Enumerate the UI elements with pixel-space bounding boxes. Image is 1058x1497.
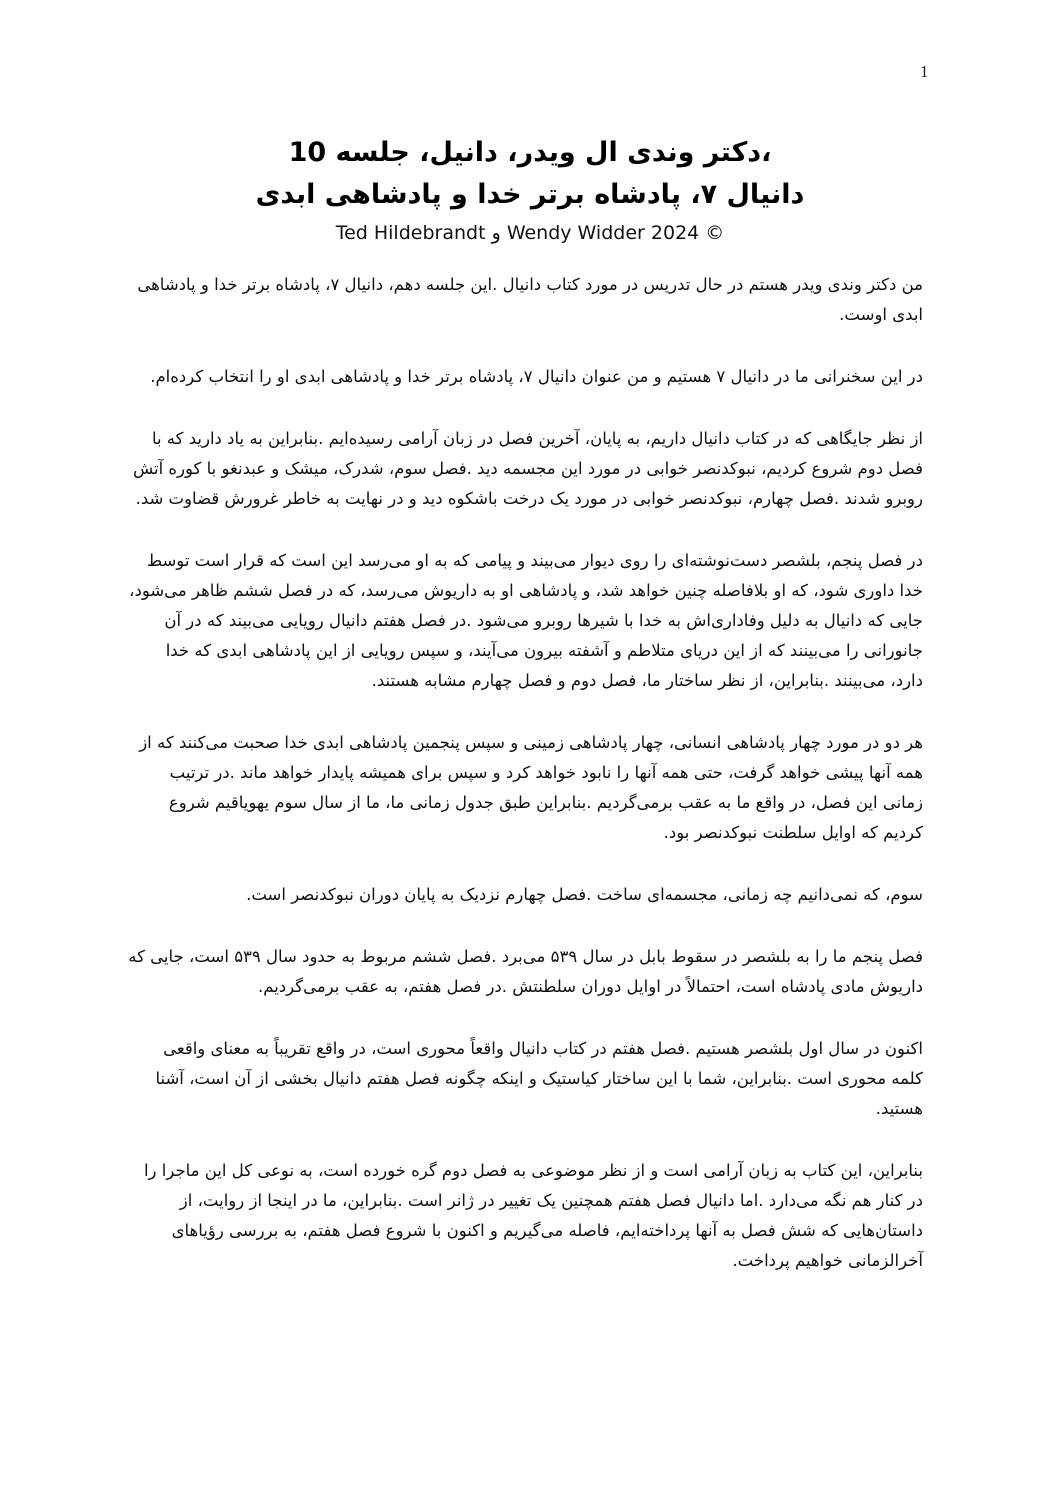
paragraph-4: در فصل پنجم، بلشصر دست‌نوشته‌ای را روی دیوار می‌بیند و پیامی که به او می‌رسد این است که قرار است توسط خدا داوری شود، که او بلافاصله چنین خواهد شد، و پادشاهی او به داریوش می‌رسد، که در فصل ششم ظاهر می‌شود، جایی که دانیال به دلیل وفاداری‌اش به خدا با شیرها روبرو می‌شود .در فصل هفتم دانیال رویایی می‌بیند که در آن جانورانی را می‌بینند که از این دریای متلاطم و آشفته بیرون می‌آیند، و سپس رویایی از این پادشاهی ابدی که خدا دارد، می‌بینند .بنابراین، از نظر ساختار ما، فصل دوم و فصل چهارم مشابه هستند. — [129, 551, 923, 690]
copyright-line: © 2024 Wendy Widder و Ted Hildebrandt — [335, 222, 725, 244]
document-body — [128, 270, 923, 1308]
paragraph-5: هر دو در مورد چهار پادشاهی انسانی، چهار پادشاهی زمینی و سپس پنجمین پادشاهی ابدی خدا صحبت می‌کنند که از همه آنها پیشی خواهد گرفت، حتی همه آنها را نابود خواهد کرد و سپس برای همیشه پایدار خواهد ماند .در ترتیب زمانی این فصل، در واقع ما به عقب برمی‌گردیم .بنابراین طبق جدول زمانی ما، ما از سال سوم یهویاقیم شروع کردیم که اوایل سلطنت نبوکدنصر بود. — [139, 733, 923, 842]
paragraph-2: در این سخنرانی ما در دانیال ۷ هستیم و من عنوان دانیال ۷، پادشاه برتر خدا و پادشاهی ابدی او را انتخاب کرده‌ام. — [150, 367, 923, 386]
title-line-1: ،دکتر وندی ال ویدر، دانیل، جلسه 10 — [288, 137, 772, 168]
document-header — [120, 132, 940, 248]
title-line-2: دانیال ۷، پادشاه برتر خدا و پادشاهی ابدی — [255, 179, 805, 210]
paragraph-3: از نظر جایگاهی که در کتاب دانیال داریم، به پایان، آخرین فصل در زبان آرامی رسیده‌ایم .بنابراین به یاد دارید که با فصل دوم شروع کردیم، نبوکدنصر خوابی در مورد این مجسمه دید .فصل سوم، شدرک، میشک و عبدنغو با کوره آتش روبرو شدند .فصل چهارم، نبوکدنصر خوابی در مورد یک درخت باشکوه دید و در نهایت به خاطر غرورش قضاوت شد. — [132, 429, 923, 508]
page-number: 1 — [920, 62, 929, 81]
paragraph-8: اکنون در سال اول بلشصر هستیم .فصل هفتم در کتاب دانیال واقعاً محوری است، در واقع تقریباً به معنای واقعی کلمه محوری است .بنابراین، شما با این ساختار کیاستیک و اینکه چگونه فصل هفتم دانیال بخشی از آن است، آشنا هستید. — [155, 1039, 923, 1118]
paragraph-9: بنابراین، این کتاب به زبان آرامی است و از نظر موضوعی به فصل دوم گره خورده است، به نوعی کل این ماجرا را در کنار هم نگه می‌دارد .اما دانیال فصل هفتم همچنین یک تغییر در ژانر است .بنابراین، ما در اینجا از روایت، از داستان‌هایی که شش فصل به آنها پرداخته‌ایم، فاصله می‌گیریم و اکنون با شروع فصل هفتم، به بررسی رؤیاهای آخرالزمانی خواهیم پرداخت. — [143, 1161, 923, 1270]
paragraph-7: فصل پنجم ما را به بلشصر در سقوط بابل در سال ۵۳۹ می‌برد .فصل ششم مربوط به حدود سال ۵۳۹ است، جایی که داریوش مادی پادشاه است، احتمالاً در اوایل دوران سلطنتش .در فصل هفتم، به عقب برمی‌گردیم. — [128, 947, 923, 996]
paragraph-1: من دکتر وندی ویدر هستم در حال تدریس در مورد کتاب دانیال .این جلسه دهم، دانیال ۷، پادشاه برتر خدا و پادشاهی ابدی اوست. — [137, 275, 923, 324]
paragraph-6: سوم، که نمی‌دانیم چه زمانی، مجسمه‌ای ساخت .فصل چهارم نزدیک به پایان دوران نبوکدنصر است. — [246, 885, 923, 904]
